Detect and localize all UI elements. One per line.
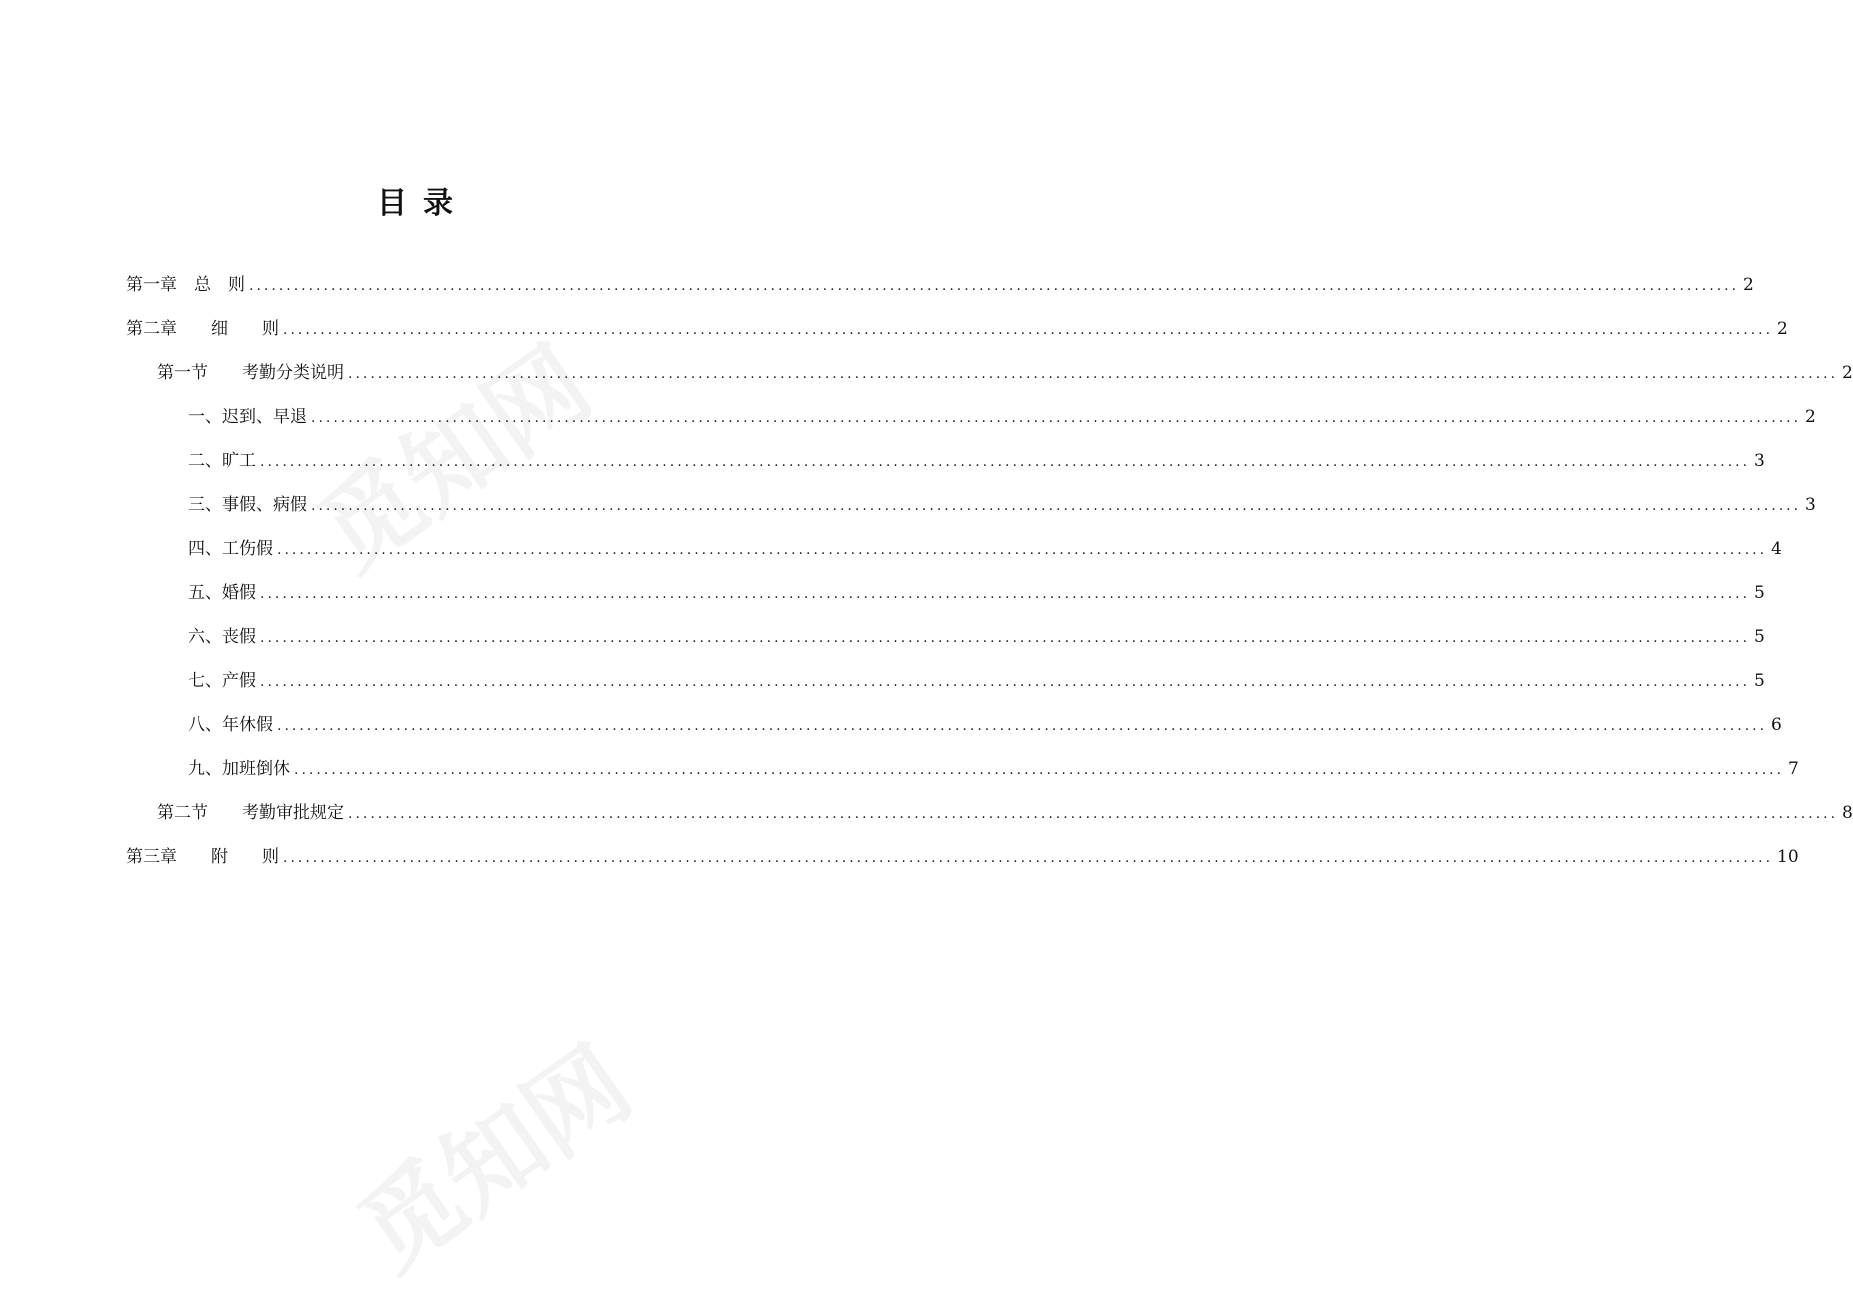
dot-leader: ........................................................................................................................................................................................................ (311, 498, 1802, 514)
toc-entry-page: 6 (1771, 715, 1782, 735)
toc-entry-label: 八、年休假 (188, 715, 273, 735)
toc-entry-label: 一、迟到、早退 (188, 407, 307, 427)
dot-leader: ........................................................................................................................................................................................................ (348, 366, 1839, 382)
toc-entry-page: 4 (1771, 539, 1782, 559)
toc-entry[interactable] (157, 798, 1853, 828)
toc-entry[interactable] (188, 754, 1799, 784)
toc-entry-label: 二、旷工 (188, 451, 256, 471)
dot-leader: ........................................................................................................................................................................................................ (260, 630, 1751, 646)
toc-entry[interactable] (188, 446, 1765, 476)
dot-leader: ........................................................................................................................................................................................................ (283, 850, 1774, 866)
toc-entry-label: 九、加班倒休 (188, 759, 290, 779)
toc-entry-page: 8 (1842, 803, 1853, 823)
toc-entry-page: 3 (1754, 451, 1765, 471)
dot-leader: ........................................................................................................................................................................................................ (311, 410, 1802, 426)
toc-entry[interactable] (126, 842, 1799, 872)
dot-leader: ........................................................................................................................................................................................................ (249, 278, 1740, 294)
dot-leader: ........................................................................................................................................................................................................ (277, 718, 1768, 734)
toc-entry[interactable] (188, 578, 1765, 608)
toc-entry[interactable] (188, 402, 1816, 432)
toc-entry-page: 2 (1777, 319, 1788, 339)
dot-leader: ........................................................................................................................................................................................................ (348, 806, 1839, 822)
dot-leader: ........................................................................................................................................................................................................ (294, 762, 1785, 778)
dot-leader: ........................................................................................................................................................................................................ (283, 322, 1774, 338)
toc-entry-page: 2 (1842, 363, 1853, 383)
dot-leader: ........................................................................................................................................................................................................ (260, 674, 1751, 690)
dot-leader: ........................................................................................................................................................................................................ (277, 542, 1768, 558)
dot-leader: ........................................................................................................................................................................................................ (260, 586, 1751, 602)
toc-entry[interactable] (188, 534, 1782, 564)
toc-entry-label: 六、丧假 (188, 627, 256, 647)
watermark (326, 1007, 654, 1297)
toc-entry-label: 第二节 考勤审批规定 (157, 803, 344, 823)
toc-entry-label: 五、婚假 (188, 583, 256, 603)
toc-entry-page: 2 (1743, 275, 1754, 295)
toc-entry-label: 第二章 细 则 (126, 319, 279, 339)
toc-entry[interactable] (188, 710, 1782, 740)
toc-entry-page: 2 (1805, 407, 1816, 427)
toc-entry-label: 四、工伤假 (188, 539, 273, 559)
toc-entry-page: 10 (1777, 847, 1799, 867)
toc-entry[interactable] (126, 314, 1788, 344)
toc-entry-label: 三、事假、病假 (188, 495, 307, 515)
dot-leader: ........................................................................................................................................................................................................ (260, 454, 1751, 470)
toc-entry[interactable] (126, 270, 1754, 300)
toc-entry-label: 第一章 总 则 (126, 275, 245, 295)
toc-entry-label: 七、产假 (188, 671, 256, 691)
toc-entry[interactable] (157, 358, 1853, 388)
page-title: 目录 (377, 186, 469, 221)
toc-entry-page: 3 (1805, 495, 1816, 515)
toc-entry-page: 5 (1754, 671, 1765, 691)
toc-entry[interactable] (188, 666, 1765, 696)
toc-entry-label: 第一节 考勤分类说明 (157, 363, 344, 383)
toc-entry-page: 5 (1754, 627, 1765, 647)
toc-entry-page: 5 (1754, 583, 1765, 603)
toc-entry-label: 第三章 附 则 (126, 847, 279, 867)
toc-entry[interactable] (188, 622, 1765, 652)
toc-entry[interactable] (188, 490, 1816, 520)
toc-entry-page: 7 (1788, 759, 1799, 779)
